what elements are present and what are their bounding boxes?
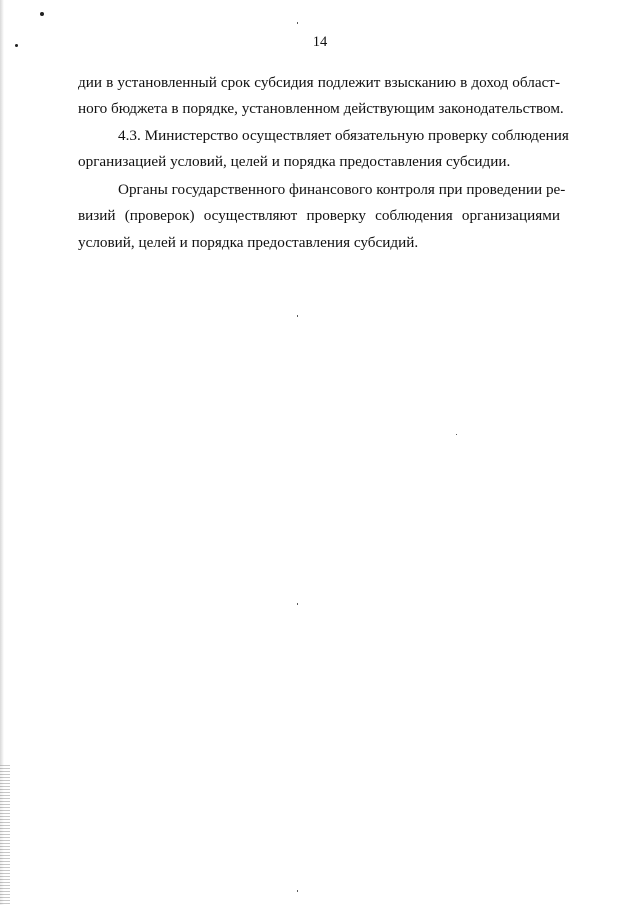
scan-speck xyxy=(456,434,457,435)
scan-speck xyxy=(297,890,298,892)
page-number: 14 xyxy=(312,34,328,50)
paragraph-1-line-1: дии в установленный срок субсидия подлежит взысканию в доход област- xyxy=(78,74,560,91)
scan-speck xyxy=(297,315,298,317)
scan-speck xyxy=(297,22,298,24)
scan-speck xyxy=(40,12,44,16)
paragraph-2-line-2: организацией условий, целей и порядка предоставления субсидии. xyxy=(78,153,511,170)
paragraph-3-line-2: визий (проверок) осуществляют проверку соблюдения организациями xyxy=(78,207,560,224)
paragraph-3-line-1: Органы государственного финансового контроля при проведении ре- xyxy=(118,181,566,198)
paragraph-2-line-1: 4.3. Министерство осуществляет обязательную проверку соблюдения xyxy=(118,127,569,144)
scan-speck xyxy=(297,603,298,605)
paragraph-3-line-3: условий, целей и порядка предоставления субсидий. xyxy=(78,234,419,251)
scan-edge-artifact xyxy=(0,765,10,905)
paragraph-1-line-2: ного бюджета в порядке, установленном действующим законодательством. xyxy=(78,100,564,117)
